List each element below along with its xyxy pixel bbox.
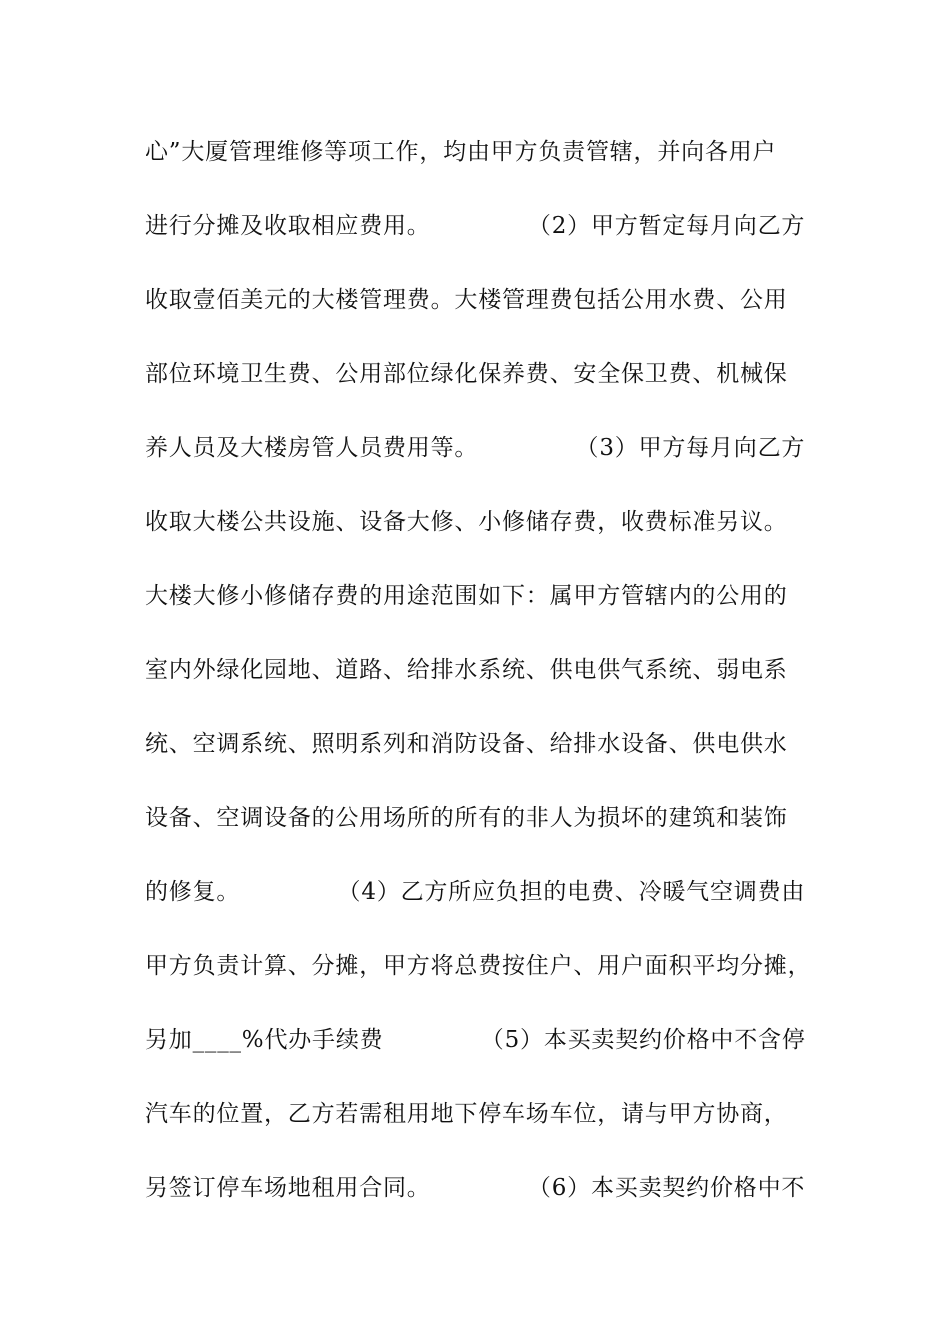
text-line: 另加____%代办手续费 （5）本买卖契约价格中不含停: [145, 1027, 806, 1053]
text-line: 甲方负责计算、分摊，甲方将总费按住户、用户面积平均分摊，: [145, 953, 812, 979]
text-line: 统、空调系统、照明系列和消防设备、给排水设备、供电供水: [145, 731, 788, 757]
text-line: 的修复。 （4）乙方所应负担的电费、冷暖气空调费由: [145, 879, 806, 905]
text-line: 收取壹佰美元的大楼管理费。大楼管理费包括公用水费、公用: [145, 287, 788, 313]
text-line: 设备、空调设备的公用场所的所有的非人为损坏的建筑和装饰: [145, 805, 788, 831]
text-line: 收取大楼公共设施、设备大修、小修储存费，收费标准另议。: [145, 509, 788, 535]
text-line: 部位环境卫生费、公用部位绿化保养费、安全保卫费、机械保: [145, 361, 788, 387]
text-line: 心”大厦管理维修等项工作，均由甲方负责管辖，并向各用户: [145, 139, 777, 165]
text-line: 进行分摊及收取相应费用。 （2）甲方暂定每月向乙方: [145, 213, 806, 239]
text-line: 另签订停车场地租用合同。 （6）本买卖契约价格中不: [145, 1175, 806, 1201]
text-line: 大楼大修小修储存费的用途范围如下：属甲方管辖内的公用的: [145, 583, 788, 609]
text-line: 室内外绿化园地、道路、给排水系统、供电供气系统、弱电系: [145, 657, 788, 683]
text-line: 养人员及大楼房管人员费用等。 （3）甲方每月向乙方: [145, 435, 806, 461]
text-line: 汽车的位置，乙方若需租用地下停车场车位，请与甲方协商，: [145, 1101, 788, 1127]
